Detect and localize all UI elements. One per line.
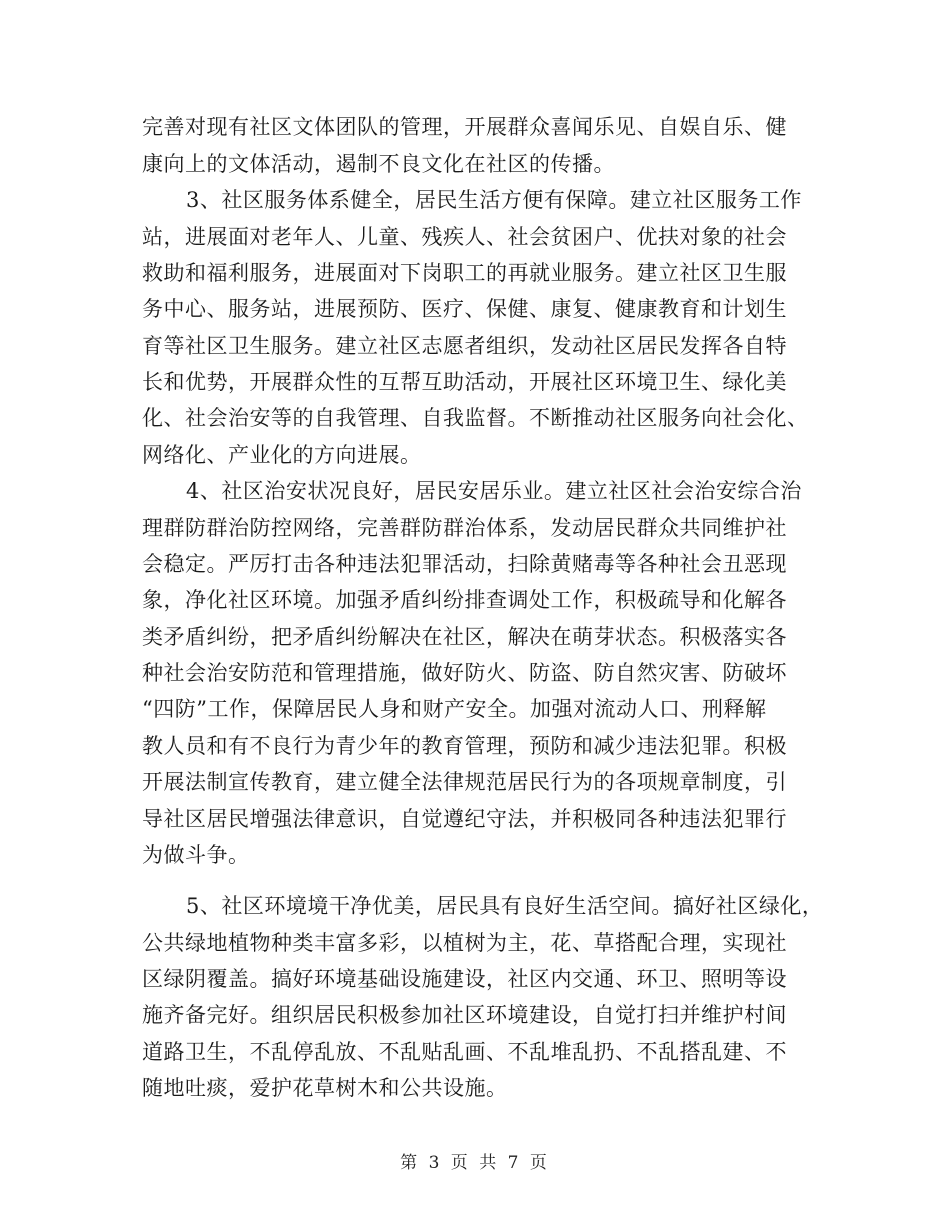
- text-line: 道路卫生，不乱停乱放、不乱贴乱画、不乱堆乱扔、不乱搭乱建、不: [142, 1040, 787, 1064]
- paragraph-5-first-line: 5、社区环境境干净优美，居民具有良好生活空间。搞好社区绿化，: [186, 894, 824, 918]
- text-line: 随地吐痰，爱护花草树木和公共设施。: [142, 1076, 508, 1100]
- text-line: 康向上的文体活动，遏制不良文化在社区的传播。: [142, 152, 615, 176]
- text-line: 育等社区卫生服务。建立社区志愿者组织，发动社区居民发挥各自特: [142, 334, 787, 358]
- paragraph-4-first-line: 4、社区治安状况良好，居民安居乐业。建立社区社会治安综合治: [186, 479, 802, 503]
- text-line: 网络化、产业化的方向进展。: [142, 443, 422, 467]
- text-line: 公共绿地植物种类丰富多彩，以植树为主，花、草搭配合理，实现社: [142, 931, 787, 955]
- text-line: 化、社会治安等的自我管理、自我监督。不断推动社区服务向社会化、: [142, 406, 809, 430]
- text-line: 区绿阴覆盖。搞好环境基础设施建设，社区内交通、环卫、照明等设: [142, 967, 787, 991]
- text-line: 理群防群治防控网络，完善群防群治体系，发动居民群众共同维护社: [142, 516, 787, 540]
- text-line: 完善对现有社区文体团队的管理，开展群众喜闻乐见、自娱自乐、健: [142, 115, 787, 139]
- text-line: 教人员和有不良行为青少年的教育管理，预防和减少违法犯罪。积极: [142, 734, 787, 758]
- text-line: 象，净化社区环境。加强矛盾纠纷排查调处工作，积极疏导和化解各: [142, 588, 787, 612]
- text-line: 站，进展面对老年人、儿童、残疾人、社会贫困户、优扶对象的社会: [142, 225, 787, 249]
- text-line: 导社区居民增强法律意识，自觉遵纪守法，并积极同各种违法犯罪行: [142, 807, 787, 831]
- text-line: 类矛盾纠纷，把矛盾纠纷解决在社区，解决在萌芽状态。积极落实各: [142, 625, 787, 649]
- text-line: 为做斗争。: [142, 843, 250, 867]
- text-line: 救助和福利服务，进展面对下岗职工的再就业服务。建立社区卫生服: [142, 261, 787, 285]
- text-line: “四防”工作，保障居民人身和财产安全。加强对流动人口、刑释解: [142, 697, 767, 721]
- text-line: 施齐备完好。组织居民积极参加社区环境建设，自觉打扫并维护村间: [142, 1003, 787, 1027]
- text-line: 种社会治安防范和管理措施，做好防火、防盗、防自然灾害、防破坏: [142, 661, 787, 685]
- text-line: 会稳定。严厉打击各种违法犯罪活动，扫除黄赌毒等各种社会丑恶现: [142, 552, 787, 576]
- page-footer: 第 3 页 共 7 页: [400, 1153, 550, 1173]
- text-line: 务中心、服务站，进展预防、医疗、保健、康复、健康教育和计划生: [142, 297, 787, 321]
- text-line: 长和优势，开展群众性的互帮互助活动，开展社区环境卫生、绿化美: [142, 370, 787, 394]
- paragraph-3-first-line: 3、社区服务体系健全，居民生活方便有保障。建立社区服务工作: [186, 188, 802, 212]
- text-line: 开展法制宣传教育，建立健全法律规范居民行为的各项规章制度，引: [142, 770, 787, 794]
